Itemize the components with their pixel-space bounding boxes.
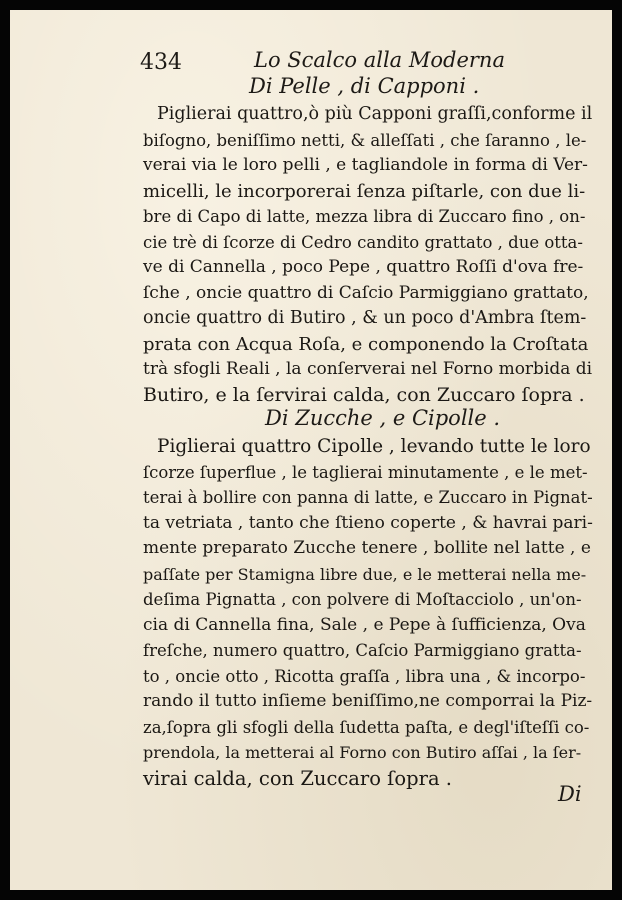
catchword: Di	[558, 782, 582, 806]
text-line: ſche , oncie quattro di Caſcio Parmiggiano grattato,	[143, 282, 589, 303]
text-line: mente preparato Zucche tenere , bollite nel latte , e	[143, 538, 591, 558]
text-line: cie trè di ſcorze di Cedro candito grattato , due otta-	[143, 232, 583, 252]
text-line: Butiro, e la ſervirai calda, con Zuccaro ſopra .	[143, 383, 585, 406]
text-line: Piglierai quattro Cipolle , levando tutte le loro	[157, 436, 591, 457]
text-line: bre di Capo di latte, mezza libra di Zuccaro fino , on-	[143, 207, 586, 226]
text-line: verai via le loro pelli , e tagliandole in forma di Ver-	[143, 155, 588, 175]
text-line: Piglierai quattro,ò più Capponi graſſi,conforme il	[157, 104, 593, 124]
text-line: micelli, le incorporerai ſenza piſtarle, con due li-	[143, 180, 586, 202]
text-line: rando il tutto inſieme beniſſimo,ne comporrai la Piz-	[143, 691, 593, 711]
text-line: deſima Pignatta , con polvere di Moſtacciolo , un'on-	[143, 590, 582, 609]
text-line: virai calda, con Zuccaro ſopra .	[143, 766, 452, 790]
running-title: Lo Scalco alla Moderna	[254, 48, 505, 72]
text-line: paſſate per Stamigna libre due, e le metterai nella me-	[143, 564, 587, 584]
recipe-text-capponi	[143, 102, 593, 408]
text-line: biſogno, beniſſimo netti, & alleſſati , che ſaranno , le-	[143, 130, 587, 150]
text-line: cia di Cannella fina, Sale , e Pepe à ſufficienza, Ova	[143, 614, 586, 635]
text-line: prendola, la metterai al Forno con Butiro aſſai , la ſer-	[143, 743, 582, 762]
text-line: ta vetriata , tanto che ſtieno coperte , & havrai pari-	[143, 512, 593, 533]
text-line: ve di Cannella , poco Pepe , quattro Roſſi d'ova fre-	[143, 257, 584, 277]
text-line: ſcorze ſuperflue , le taglierai minutamente , e le met-	[143, 462, 588, 482]
book-page: 434 Lo Scalco alla Moderna Di Pelle , di Capponi . Piglierai quattro,ò più Capponi graſſi,conforme il biſogno, beniſſimo netti, & alleſſati , che ſaranno , le- verai via le loro pelli , e tagliandole in forma di Ver- micelli, le incorporerai ſenza piſtarle, con due li- bre di Capo di latte, mezza libra di Zuccaro fino , on- cie trè di ſcorze di Cedro candito grattato , due otta- ve di Cannella , poco Pepe , quattro Roſſi d'ova fre- ſche , oncie quattro di Caſcio Parmiggiano grattato, oncie quattro di Butiro , & un poco d'Ambra ſtem- prata con Acqua Roſa, e componendo la Croſtata trà sfogli Reali , la conſerverai nel Forno morbida di Butiro, e la ſervirai calda, con Zuccaro ſopra . Di Zucche , e Cipolle . Piglierai quattro Cipolle , levando tutte le loro ſcorze ſuperflue , le taglierai minutamente , e le met- terai à bollire con panna di latte, e Zuccaro in Pignat- ta vetriata , tanto che ſtieno coperte , & havrai pari- mente preparato Zucche tenere , bollite nel latte , e paſſate per Stamigna libre due, e le metterai nella me- deſima Pignatta , con polvere di Moſtacciolo , un'on- cia di Cannella fina, Sale , e Pepe à ſufficienza, Ova freſche, numero quattro, Caſcio Parmiggiano gratta- to , oncie otto , Ricotta graſſa , libra una , & incorpo- rando il tutto inſieme beniſſimo,ne comporrai la Piz- za,ſopra gli sfogli della ſudetta paſta, e degl'iſteſſi co- prendola, la metterai al Forno con Butiro aſſai , la ſer- virai calda, con Zuccaro ſopra . Di	[10, 10, 612, 890]
text-line: to , oncie otto , Ricotta graſſa , libra una , & incorpo-	[143, 666, 586, 686]
page-number: 434	[140, 50, 182, 75]
recipe-text-zucche	[143, 434, 593, 791]
text-line: oncie quattro di Butiro , & un poco d'Ambra ſtem-	[143, 308, 587, 328]
text-line: terai à bollire con panna di latte, e Zuccaro in Pignat-	[143, 488, 593, 507]
text-line: prata con Acqua Roſa, e componendo la Croſtata	[143, 333, 589, 355]
text-line: freſche, numero quattro, Caſcio Parmiggiano gratta-	[143, 641, 582, 660]
text-line: trà sfogli Reali , la conſerverai nel Forno morbida di	[143, 359, 593, 379]
text-line: za,ſopra gli sfogli della ſudetta paſta, e degl'iſteſſi co-	[143, 717, 590, 737]
